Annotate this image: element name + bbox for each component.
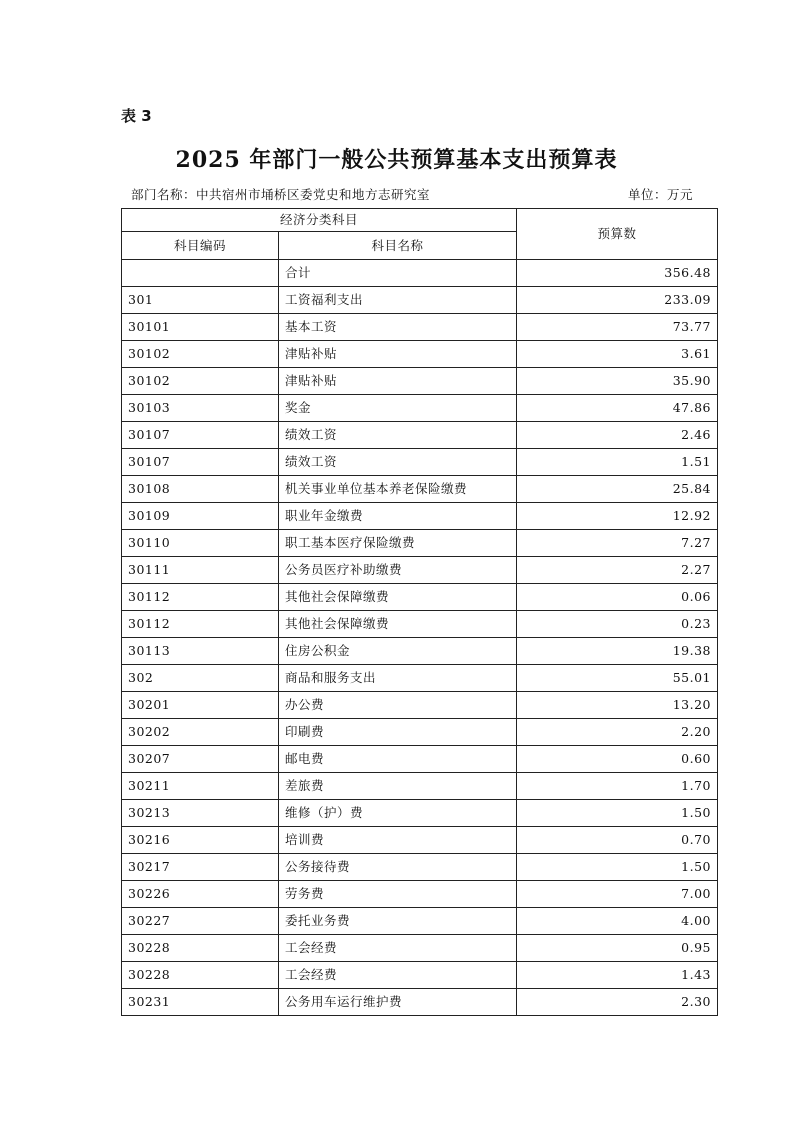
- budget-table: [121, 208, 718, 1016]
- header-subject-name: 科目名称: [279, 232, 517, 260]
- row-budget-amount: 0.70: [517, 827, 718, 854]
- table-row: [122, 314, 718, 341]
- table-row: [122, 422, 718, 449]
- row-subject-name: 绩效工资: [279, 422, 517, 449]
- row-subject-code: 30103: [122, 395, 279, 422]
- budget-table-body: [122, 209, 718, 1016]
- row-subject-name: 办公费: [279, 692, 517, 719]
- row-subject-code: 30112: [122, 611, 279, 638]
- table-row: [122, 773, 718, 800]
- table-row: [122, 989, 718, 1016]
- document-title: 2025 年部门一般公共预算基本支出预算表: [175, 147, 618, 173]
- table-row: [122, 692, 718, 719]
- row-subject-name: 职工基本医疗保险缴费: [279, 530, 517, 557]
- row-subject-code: 30108: [122, 476, 279, 503]
- row-subject-name: 委托业务费: [279, 908, 517, 935]
- row-subject-code: 30216: [122, 827, 279, 854]
- row-subject-name: 其他社会保障缴费: [279, 584, 517, 611]
- header-budget-amount: 预算数: [517, 209, 718, 260]
- row-budget-amount: 1.50: [517, 800, 718, 827]
- table-row: [122, 638, 718, 665]
- row-subject-code: 30201: [122, 692, 279, 719]
- row-budget-amount: 233.09: [517, 287, 718, 314]
- row-subject-code: 30207: [122, 746, 279, 773]
- row-subject-code: 30217: [122, 854, 279, 881]
- table-row: [122, 908, 718, 935]
- row-budget-amount: 0.95: [517, 935, 718, 962]
- row-subject-name: 合计: [279, 260, 517, 287]
- row-subject-code: 30101: [122, 314, 279, 341]
- table-row: [122, 341, 718, 368]
- row-budget-amount: 73.77: [517, 314, 718, 341]
- unit-label: 单位：万元: [628, 187, 694, 202]
- table-row: [122, 395, 718, 422]
- row-subject-code: 30213: [122, 800, 279, 827]
- row-subject-name: 津贴补贴: [279, 368, 517, 395]
- row-budget-amount: 7.27: [517, 530, 718, 557]
- row-budget-amount: 25.84: [517, 476, 718, 503]
- table-row: [122, 746, 718, 773]
- row-budget-amount: 4.00: [517, 908, 718, 935]
- row-budget-amount: 0.60: [517, 746, 718, 773]
- row-budget-amount: 1.50: [517, 854, 718, 881]
- table-row: [122, 503, 718, 530]
- row-subject-code: 30102: [122, 341, 279, 368]
- row-subject-code: 30113: [122, 638, 279, 665]
- table-row: [122, 611, 718, 638]
- header-economic-classification: 经济分类科目: [122, 209, 517, 232]
- row-budget-amount: 3.61: [517, 341, 718, 368]
- row-subject-code: 30228: [122, 935, 279, 962]
- table-row: [122, 800, 718, 827]
- row-subject-code: 30110: [122, 530, 279, 557]
- row-subject-name: 职业年金缴费: [279, 503, 517, 530]
- row-subject-code: 30109: [122, 503, 279, 530]
- table-row: [122, 530, 718, 557]
- table-row: [122, 368, 718, 395]
- row-subject-name: 公务用车运行维护费: [279, 989, 517, 1016]
- department-name: 部门名称：中共宿州市埇桥区委党史和地方志研究室: [131, 187, 431, 202]
- table-row: [122, 476, 718, 503]
- row-budget-amount: 2.46: [517, 422, 718, 449]
- row-budget-amount: 1.51: [517, 449, 718, 476]
- row-subject-code: 301: [122, 287, 279, 314]
- row-budget-amount: 356.48: [517, 260, 718, 287]
- row-budget-amount: 0.23: [517, 611, 718, 638]
- table-row: [122, 935, 718, 962]
- table-row: [122, 557, 718, 584]
- row-subject-name: 邮电费: [279, 746, 517, 773]
- table-row: [122, 881, 718, 908]
- row-subject-name: 公务接待费: [279, 854, 517, 881]
- row-subject-code: 30202: [122, 719, 279, 746]
- row-subject-name: 住房公积金: [279, 638, 517, 665]
- row-subject-name: 商品和服务支出: [279, 665, 517, 692]
- row-subject-code: 30107: [122, 422, 279, 449]
- row-subject-name: 工会经费: [279, 935, 517, 962]
- row-budget-amount: 47.86: [517, 395, 718, 422]
- header-subject-code: 科目编码: [122, 232, 279, 260]
- row-subject-name: 其他社会保障缴费: [279, 611, 517, 638]
- row-subject-code: [122, 260, 279, 287]
- table-row: [122, 260, 718, 287]
- row-subject-name: 维修（护）费: [279, 800, 517, 827]
- row-budget-amount: 12.92: [517, 503, 718, 530]
- row-budget-amount: 19.38: [517, 638, 718, 665]
- row-subject-code: 30107: [122, 449, 279, 476]
- row-subject-code: 30111: [122, 557, 279, 584]
- row-budget-amount: 2.30: [517, 989, 718, 1016]
- row-subject-name: 培训费: [279, 827, 517, 854]
- table-row: [122, 962, 718, 989]
- row-subject-name: 奖金: [279, 395, 517, 422]
- row-subject-name: 工会经费: [279, 962, 517, 989]
- table-row: [122, 665, 718, 692]
- row-budget-amount: 2.27: [517, 557, 718, 584]
- table-row: [122, 449, 718, 476]
- row-subject-code: 30112: [122, 584, 279, 611]
- table-row: [122, 827, 718, 854]
- row-budget-amount: 7.00: [517, 881, 718, 908]
- row-budget-amount: 1.70: [517, 773, 718, 800]
- row-subject-code: 30231: [122, 989, 279, 1016]
- row-budget-amount: 35.90: [517, 368, 718, 395]
- row-subject-code: 30227: [122, 908, 279, 935]
- row-subject-name: 差旅费: [279, 773, 517, 800]
- row-budget-amount: 2.20: [517, 719, 718, 746]
- table-number-label: 表 3: [121, 107, 152, 125]
- table-row: [122, 719, 718, 746]
- row-subject-code: 30228: [122, 962, 279, 989]
- row-subject-name: 基本工资: [279, 314, 517, 341]
- row-budget-amount: 1.43: [517, 962, 718, 989]
- row-subject-name: 绩效工资: [279, 449, 517, 476]
- row-subject-code: 30102: [122, 368, 279, 395]
- row-subject-code: 302: [122, 665, 279, 692]
- row-subject-name: 印刷费: [279, 719, 517, 746]
- table-row: [122, 854, 718, 881]
- row-budget-amount: 13.20: [517, 692, 718, 719]
- header-row-group: [122, 209, 718, 232]
- row-budget-amount: 55.01: [517, 665, 718, 692]
- row-subject-name: 机关事业单位基本养老保险缴费: [279, 476, 517, 503]
- row-subject-name: 劳务费: [279, 881, 517, 908]
- table-row: [122, 287, 718, 314]
- row-subject-name: 津贴补贴: [279, 341, 517, 368]
- row-subject-code: 30211: [122, 773, 279, 800]
- row-subject-code: 30226: [122, 881, 279, 908]
- table-row: [122, 584, 718, 611]
- row-subject-name: 工资福利支出: [279, 287, 517, 314]
- row-budget-amount: 0.06: [517, 584, 718, 611]
- row-subject-name: 公务员医疗补助缴费: [279, 557, 517, 584]
